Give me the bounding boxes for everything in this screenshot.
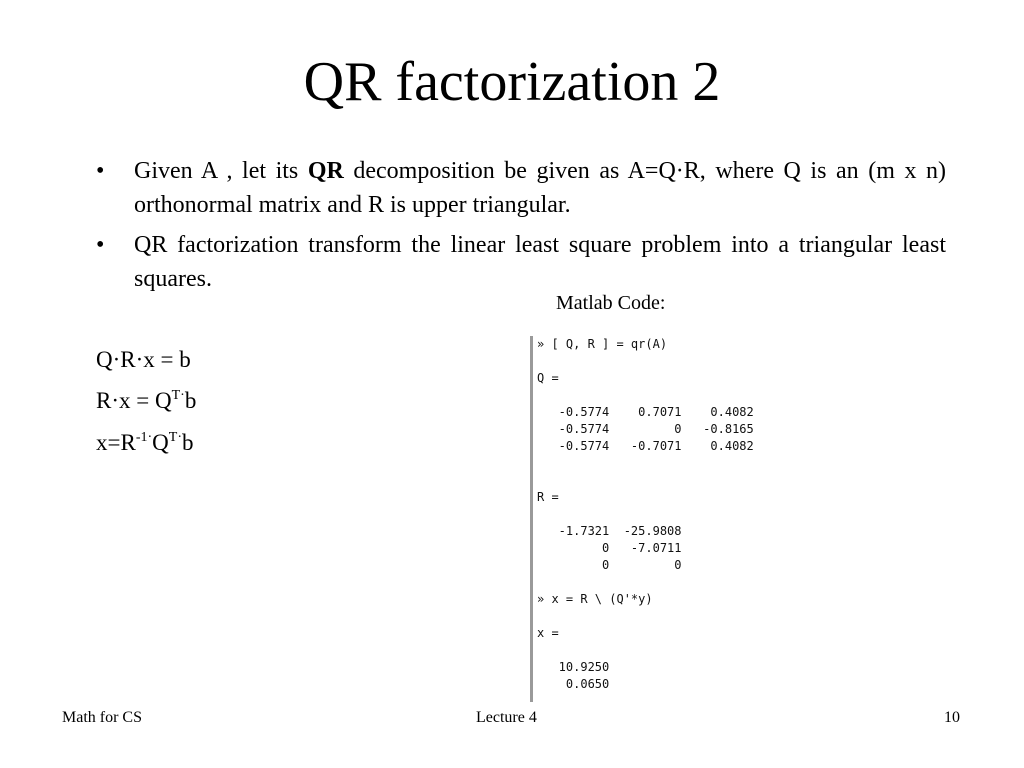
equation-rx (96, 386, 196, 416)
footer-page-number: 10 (944, 709, 960, 726)
equation-x-solution (96, 428, 193, 458)
bullet-marker: • (96, 158, 105, 184)
matlab-code-label: Matlab Code: (556, 292, 666, 314)
equation-part: b (184, 388, 197, 413)
matlab-console-screenshot (530, 336, 777, 702)
equation-superscript: -1· (135, 430, 153, 445)
bullet-bold-qr: QR (307, 158, 344, 184)
equation-superscript: T· (168, 430, 182, 445)
footer-course: Math for CS (62, 709, 142, 726)
bullet-text: decomposition be given as A=Q·R, where Q is an (m x n) orthonormal matrix and R is upper triangular. (134, 158, 946, 218)
bullet-text: QR factorization transform the linear least square problem into a triangular least squares. (134, 232, 946, 292)
bullet-item-qr-decomposition (96, 154, 946, 222)
bullet-item-least-squares (96, 228, 946, 296)
bullet-text: Given A , let its (134, 158, 308, 184)
equation-part: b (181, 430, 194, 455)
equation-part: R·x = Q (96, 388, 172, 413)
bullet-marker: • (96, 232, 105, 258)
equation-superscript: T· (171, 388, 185, 403)
equation-qrx: Q·R·x = b (96, 347, 191, 372)
slide-title: QR factorization 2 (303, 51, 721, 113)
footer-lecture: Lecture 4 (476, 709, 537, 726)
equation-part: Q (152, 430, 169, 455)
bullet-list (96, 154, 946, 302)
equation-part: x=R (96, 430, 136, 455)
matlab-console-output: » [ Q, R ] = qr(A) Q = -0.5774 0.7071 0.4082 -0.5774 0 -0.8165 -0.5774 -0.7071 0.4082 R = -1.7321 -25.9808 0 -7.0711 0 0 » x = R \ (Q'*y) x = 10.9250 0.0650 (537, 337, 754, 691)
